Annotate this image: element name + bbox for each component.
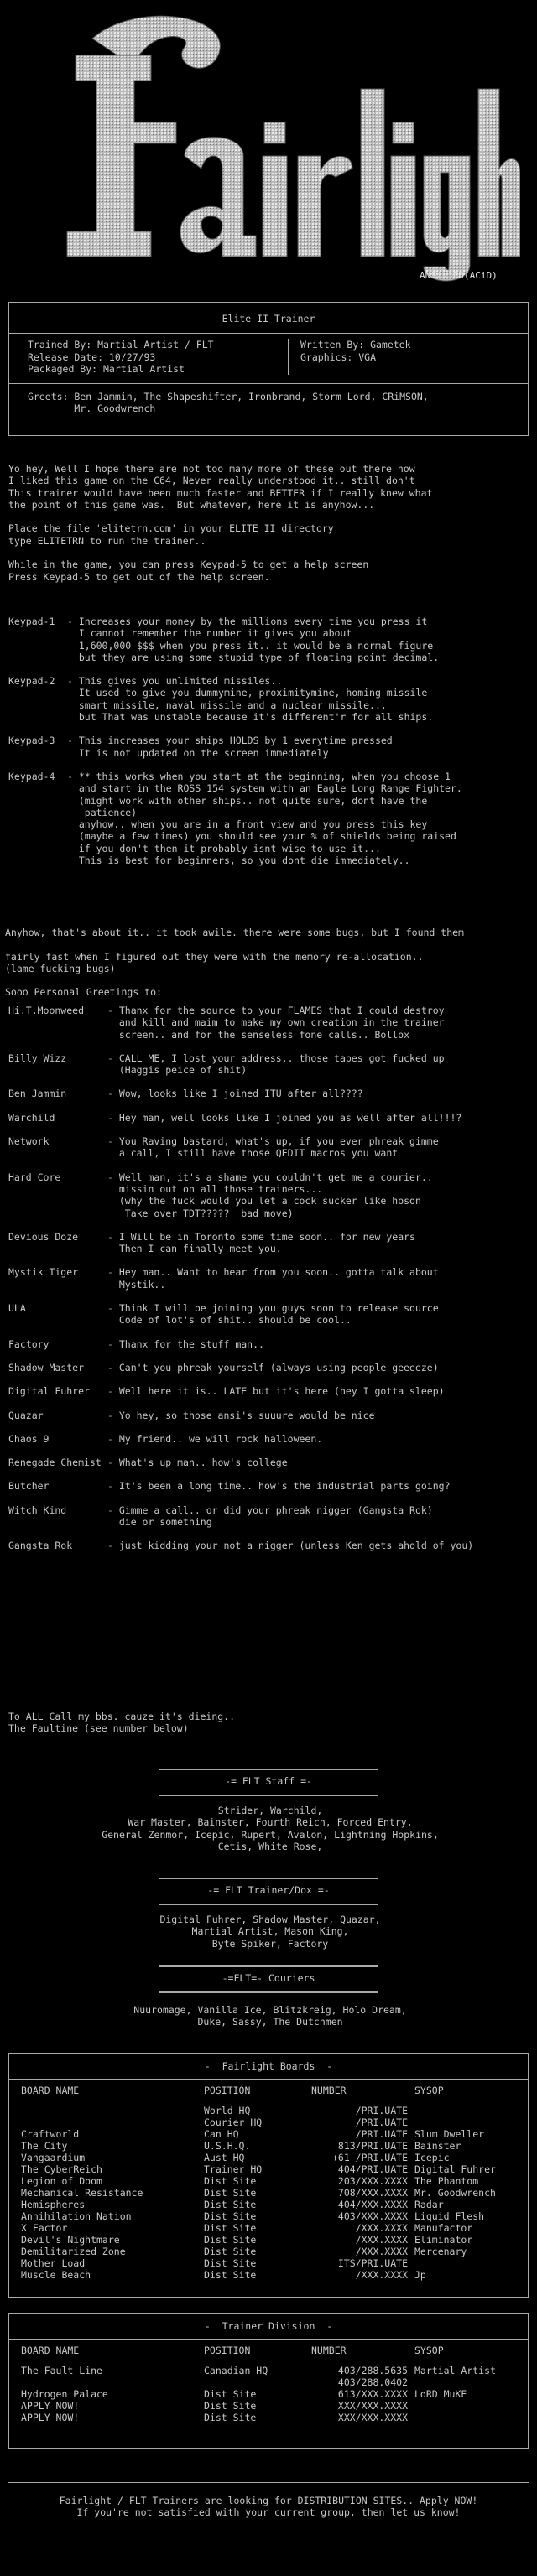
couriers-list: Nuuromage, Vanilla Ice, Blitzkreig, Holo Dream, Duke, Sassy, The Dutchmen xyxy=(133,2004,407,2028)
greeting-text: Gimme a call.. or did your phreak nigger (Gangsta Rok) die or something xyxy=(118,1504,433,1529)
graphics: Graphics: VGA xyxy=(300,351,377,363)
table-row xyxy=(18,2269,527,2281)
greeting-dash: - xyxy=(107,1457,119,1469)
greeting-item xyxy=(8,1362,532,1374)
keypad-item: Keypad-4 - ** this works when you start at the beginning, when you choose 1 and start in the ROSS 154 system with an Eagle Long Range Fighter. (might work with other ships.. not quite sure, dont have the patience) anyhow.. when you are in a front view and you press this key (maybe a few times) you should see your % of shields being raised if you don't then it probably isnt wise to use it... This is best for beginners, so you dont die immediately.. xyxy=(8,770,462,867)
table-cell xyxy=(411,2376,527,2388)
footer-box xyxy=(8,2482,529,2537)
table-cell: The Fault Line xyxy=(21,2365,102,2377)
table-cell: Dist Site xyxy=(204,2388,257,2401)
table-cell: Vangaardium xyxy=(21,2152,86,2164)
table-cell: /XXX.XXXX xyxy=(355,2222,408,2235)
greeting-name: Shadow Master xyxy=(8,1361,85,1374)
greeting-dash: - xyxy=(107,1540,119,1552)
column-header: POSITION xyxy=(204,2085,251,2097)
table-cell: /XXX.XXXX xyxy=(355,2246,408,2258)
table-cell: Mercenary xyxy=(414,2246,467,2258)
table-header-row xyxy=(18,2345,527,2365)
table-cell: LoRD MuKE xyxy=(414,2388,467,2401)
release-credits-right xyxy=(289,339,411,375)
table-cell: Annihilation Nation xyxy=(21,2210,132,2223)
greeting-dash: - xyxy=(107,1302,119,1315)
column-header: BOARD NAME xyxy=(21,2085,80,2097)
greeting-item xyxy=(8,1410,532,1421)
staff-list: Strider, Warchild, War Master, Bainster, Fourth Reich, Forced Entry, General Zenmor, Icepic, Rupert, Avalon, Lightning Hopkins, Cetis, White Rose, xyxy=(102,1805,439,1852)
table-cell: X Factor xyxy=(21,2222,68,2235)
table-cell: Can HQ xyxy=(204,2128,239,2141)
greeting-item xyxy=(8,1052,532,1077)
greeting-name: Hard Core xyxy=(8,1171,61,1183)
packaged-by: Packaged By: Martial Artist xyxy=(28,362,185,375)
greeting-dash: - xyxy=(107,1111,119,1124)
greeting-item xyxy=(8,1457,532,1468)
greeting-text: just kidding your not a nigger (unless Ken gets ahold of you) xyxy=(118,1540,474,1552)
table-cell: /PRI.UATE xyxy=(355,2128,408,2141)
boards-table xyxy=(18,2085,527,2281)
table-cell: /XXX.XXXX xyxy=(355,2234,408,2246)
table-cell: Dist Site xyxy=(204,2187,257,2199)
table-cell: Manufactor xyxy=(414,2222,473,2235)
table-row xyxy=(18,2140,527,2152)
greeting-name: Butcher xyxy=(8,1480,50,1493)
greeting-item xyxy=(8,1005,532,1041)
trainer-dox-list: Digital Fuhrer, Shadow Master, Quazar, Martial Artist, Mason King, Byte Spiker, Factory xyxy=(159,1914,381,1950)
greeting-dash: - xyxy=(107,1005,119,1016)
greeting-dash: - xyxy=(107,1432,119,1445)
table-cell: /PRI.UATE xyxy=(355,2116,408,2129)
table-cell: World HQ xyxy=(204,2105,251,2117)
couriers-title: -=FLT=- Couriers xyxy=(222,1972,315,1984)
fairlight-boards-box xyxy=(8,2053,529,2298)
greeting-text: I Will be in Toronto some time soon.. for new years Then I can finally meet you. xyxy=(118,1230,415,1255)
column-header: POSITION xyxy=(204,2345,251,2357)
greeting-item xyxy=(8,1385,532,1397)
table-cell: Dist Site xyxy=(204,2400,257,2412)
release-credits-left xyxy=(28,339,289,375)
table-cell: APPLY NOW! xyxy=(21,2400,80,2412)
table-row xyxy=(18,2128,527,2140)
table-cell: Radar xyxy=(414,2199,444,2211)
trained-by: Trained By: Martial Artist / FLT xyxy=(28,339,214,351)
table-cell: Legion of Doom xyxy=(21,2175,102,2188)
table-cell: Dist Site xyxy=(204,2175,257,2188)
division-title: - Trainer Division - xyxy=(204,2320,333,2332)
trainer-dox-title: -= FLT Trainer/Dox =- xyxy=(207,1884,330,1896)
table-cell: +61 /PRI.UATE xyxy=(331,2152,408,2164)
release-info-box xyxy=(8,302,529,436)
keypad-list xyxy=(8,615,532,866)
keypad-description: ** this works when you start at the beginning, when you choose 1 and start in the ROSS 154 system with an Eagle Long Range Fighter. (might work with other ships.. not quite sure, dont have the patience) anyhow.. when you are in a front view and you press this key (maybe a few times) you should see your % of shields being raised if you don't then it probably isnt wise to use it... This is best for beginners, so you dont die immediately.. xyxy=(78,770,462,867)
greeting-text: You Raving bastard, what's up, if you ever phreak gimme a call, I still have those QEDIT macros you want xyxy=(118,1135,439,1160)
greeting-name: Witch Kind xyxy=(8,1504,67,1516)
table-header-row xyxy=(18,2085,527,2105)
greeting-name: Digital Fuhrer xyxy=(8,1385,90,1398)
table-cell: /PRI.UATE xyxy=(355,2105,408,2117)
keypad-description: Increases your money by the millions every time you press it I cannot remember the number it gives you about 1,600,000 $$$ when you press it.. it would be a normal figure but they are using some stupid type of floating point decimal. xyxy=(78,615,440,663)
about-text: Anyhow, that's about it.. it took awile. there were some bugs, but I found them fairly fast when I figured out they were with the memory re-allocation.. (lame fucking bugs) Sooo Personal Greetings to: xyxy=(5,927,464,999)
greeting-name: Gangsta Rok xyxy=(8,1540,73,1552)
column-header: SYSOP xyxy=(414,2345,444,2357)
greeting-item xyxy=(8,1433,532,1445)
table-cell: 813/PRI.UATE xyxy=(337,2140,408,2153)
table-row xyxy=(18,2116,527,2128)
table-row xyxy=(18,2222,527,2234)
table-cell: U.S.H.Q. xyxy=(204,2140,251,2153)
keypad-key: Keypad-4 xyxy=(8,770,55,782)
greeting-name: Billy Wizz xyxy=(8,1052,67,1064)
table-cell xyxy=(18,2376,201,2388)
greeting-name: Chaos 9 xyxy=(8,1432,50,1445)
greeting-text: Hey man, well looks like I joined you as well after all!!!? xyxy=(118,1111,462,1124)
table-row xyxy=(18,2246,527,2257)
table-cell: Hydrogen Palace xyxy=(21,2388,108,2401)
greeting-item xyxy=(8,1338,532,1350)
greeting-dash: - xyxy=(107,1361,119,1374)
column-header: BOARD NAME xyxy=(21,2345,80,2357)
table-cell: Bainster xyxy=(414,2140,461,2153)
table-cell: Canadian HQ xyxy=(204,2365,268,2377)
greeting-item xyxy=(8,1088,532,1099)
greeting-item xyxy=(8,1302,532,1327)
table-cell: 403/288.5635 xyxy=(337,2365,408,2377)
greeting-text: Wow, looks like I joined ITU after all???? xyxy=(118,1088,363,1100)
table-cell: 403/288.0402 xyxy=(337,2376,408,2389)
couriers-header xyxy=(159,1965,378,1993)
table-cell: Martial Artist xyxy=(414,2365,496,2377)
table-cell: Mechanical Resistance xyxy=(21,2187,143,2199)
table-row xyxy=(18,2105,527,2116)
table-cell: Courier HQ xyxy=(204,2116,263,2129)
greetings-list xyxy=(8,1005,532,1564)
table-cell xyxy=(411,2257,527,2269)
table-cell xyxy=(411,2400,527,2412)
table-row xyxy=(18,2412,527,2423)
greeting-name: Renegade Chemist xyxy=(8,1457,102,1469)
greeting-dash: - xyxy=(107,1088,119,1100)
greeting-name: Ben Jammin xyxy=(8,1088,67,1100)
greeting-name: ULA xyxy=(8,1302,26,1315)
greeting-item xyxy=(8,1171,532,1219)
table-row xyxy=(18,2388,527,2400)
keypad-item: Keypad-1 - Increases your money by the millions every time you press it I cannot remember the number it gives you about 1,600,000 $$$ when you press it.. it would be a normal figure but they are using some stupid type of floating point decimal. xyxy=(8,615,440,663)
table-cell: Trainer HQ xyxy=(204,2163,263,2176)
table-row xyxy=(18,2163,527,2175)
greeting-dash: - xyxy=(107,1135,119,1148)
release-title: Elite II Trainer xyxy=(222,313,315,325)
table-cell: XXX/XXX.XXXX xyxy=(337,2412,408,2424)
table-cell: 708/XXX.XXXX xyxy=(337,2187,408,2199)
table-cell: Dist Site xyxy=(204,2222,257,2235)
table-cell: Dist Site xyxy=(204,2412,257,2424)
outro-text: To ALL Call my bbs. cauze it's dieing.. The Faultine (see number below) xyxy=(8,1711,236,1735)
table-cell: Mr. Goodwrench xyxy=(414,2187,496,2199)
ansi-credit: ANSi-JED(ACiD) xyxy=(420,270,498,281)
greeting-text: Thanx for the source to your FLAMES that I could destroy and kill and maim to make my own creation in the trainer screen.. and for the senseless fone calls.. Bollox xyxy=(118,1005,445,1041)
table-cell xyxy=(411,2412,527,2423)
table-cell: Dist Site xyxy=(204,2269,257,2282)
table-cell: 404/XXX.XXXX xyxy=(337,2199,408,2211)
table-row xyxy=(18,2257,527,2269)
greeting-text: Hey man.. Want to hear from you soon.. gotta talk about Mystik.. xyxy=(118,1266,439,1291)
boards-title: - Fairlight Boards - xyxy=(204,2060,333,2072)
table-cell: Eliminator xyxy=(414,2234,473,2246)
greeting-dash: - xyxy=(107,1052,119,1064)
table-cell: Dist Site xyxy=(204,2210,257,2223)
table-cell xyxy=(18,2105,201,2116)
table-cell: Slum Dweller xyxy=(414,2128,485,2141)
table-cell: 613/XXX.XXXX xyxy=(337,2388,408,2401)
keypad-key: Keypad-1 xyxy=(8,615,55,627)
greeting-text: Yo hey, so those ansi's suuure would be nice xyxy=(118,1409,375,1421)
greeting-text: CALL ME, I lost your address.. those tapes got fucked up (Haggis peice of shit) xyxy=(118,1052,445,1077)
table-row xyxy=(18,2376,527,2388)
table-cell: Hemispheres xyxy=(21,2199,86,2211)
greeting-name: Mystik Tiger xyxy=(8,1266,79,1279)
greeting-item xyxy=(8,1480,532,1492)
release-date: Release Date: 10/27/93 xyxy=(28,351,156,363)
table-cell: The City xyxy=(21,2140,68,2153)
greeting-text: What's up man.. how's college xyxy=(118,1457,288,1469)
table-row xyxy=(18,2400,527,2412)
table-cell: 403/XXX.XXXX xyxy=(337,2210,408,2223)
greeting-dash: - xyxy=(107,1480,119,1493)
table-cell: The CyberReich xyxy=(21,2163,102,2176)
greeting-dash: - xyxy=(107,1230,119,1243)
table-row xyxy=(18,2365,527,2376)
footer-text: Fairlight / FLT Trainers are looking for DISTRIBUTION SITES.. Apply NOW! If you're not satisfied with your current group, then let us know! xyxy=(59,2495,478,2519)
table-cell: Liquid Flesh xyxy=(414,2210,485,2223)
greeting-dash: - xyxy=(107,1385,119,1398)
greeting-text: Think I will be joining you guys soon to release source Code of lot's of shit.. should be cool.. xyxy=(118,1302,439,1327)
greeting-name: Quazar xyxy=(8,1409,44,1421)
table-cell: The Phantom xyxy=(414,2175,479,2188)
greeting-text: Can't you phreak yourself (always using people geeeeze) xyxy=(118,1361,439,1374)
greeting-dash: - xyxy=(107,1171,119,1183)
greeting-text: It's been a long time.. how's the industrial parts going? xyxy=(118,1480,451,1493)
column-header: NUMBER xyxy=(311,2085,347,2097)
table-cell: 203/XXX.XXXX xyxy=(337,2175,408,2188)
staff-header xyxy=(159,1768,378,1796)
table-cell: ITS/PRI.UATE xyxy=(337,2257,408,2270)
keypad-key: Keypad-2 xyxy=(8,675,55,688)
table-cell xyxy=(201,2376,308,2388)
greeting-text: My friend.. we will rock halloween. xyxy=(118,1432,323,1445)
table-cell: Dist Site xyxy=(204,2246,257,2258)
greeting-text: Well here it is.. LATE but it's here (hey I gotta sleep) xyxy=(118,1385,445,1398)
greeting-dash: - xyxy=(107,1409,119,1421)
table-row xyxy=(18,2210,527,2222)
greeting-item xyxy=(8,1504,532,1529)
greeting-text: Thanx for the stuff man.. xyxy=(118,1337,264,1350)
table-cell: Aust HQ xyxy=(204,2152,245,2164)
table-cell: Dist Site xyxy=(204,2257,257,2270)
table-cell: Demilitarized Zone xyxy=(21,2246,126,2258)
table-cell: XXX/XXX.XXXX xyxy=(337,2400,408,2412)
keypad-description: This gives you unlimited missiles.. It used to give you dummymine, proximitymine, homing missile smart missile, naval missile and a nuclear missile... but That was unstable because it's different'r for all ships. xyxy=(78,675,434,724)
keypad-key: Keypad-3 xyxy=(8,735,55,747)
greeting-item xyxy=(8,1112,532,1124)
keypad-item: Keypad-3 - This increases your ships HOLDS by 1 everytime pressed It is not updated on the screen immediately xyxy=(8,735,393,759)
column-header: SYSOP xyxy=(414,2085,444,2097)
table-row xyxy=(18,2199,527,2210)
table-row xyxy=(18,2187,527,2199)
greeting-item xyxy=(8,1231,532,1255)
table-cell: Mother Load xyxy=(21,2257,86,2270)
column-header: NUMBER xyxy=(311,2345,347,2357)
greeting-name: Network xyxy=(8,1135,50,1148)
greeting-name: Devious Doze xyxy=(8,1230,79,1243)
release-greets: Greets: Ben Jammin, The Shapeshifter, Ironbrand, Storm Lord, CRiMSON, Mr. Goodwrench xyxy=(28,391,429,415)
keypad-description: This increases your ships HOLDS by 1 everytime pressed It is not updated on the screen immediately xyxy=(78,735,393,759)
table-cell: APPLY NOW! xyxy=(21,2412,80,2424)
greeting-item xyxy=(8,1540,532,1551)
fairlight-logo xyxy=(17,5,520,282)
written-by: Written By: Gametek xyxy=(300,339,411,351)
greeting-dash: - xyxy=(107,1266,119,1279)
greeting-item xyxy=(8,1135,532,1160)
table-cell: Muscle Beach xyxy=(21,2269,91,2282)
table-cell: Craftworld xyxy=(21,2128,80,2141)
table-row xyxy=(18,2234,527,2246)
table-cell: Dist Site xyxy=(204,2199,257,2211)
table-cell: Icepic xyxy=(414,2152,450,2164)
greeting-dash: - xyxy=(107,1504,119,1516)
table-cell xyxy=(411,2116,527,2128)
intro-text: Yo hey, Well I hope there are not too many more of these out there now I liked this game on the C64, Never really understood it.. still don't This trainer would have been much faster and BETTER if I really knew what the point of this game was. But whatever, here it is anyhow... Place the file 'elitetrn.com' in your ELITE II directory type ELITETRN to run the trainer.. While in the game, you can press Keypad-5 to get a help screen Press Keypad-5 to get out of the help screen. xyxy=(8,463,433,583)
table-row xyxy=(18,2175,527,2187)
table-cell: Dist Site xyxy=(204,2234,257,2246)
staff-title: -= FLT Staff =- xyxy=(225,1775,312,1787)
greeting-item xyxy=(8,1266,532,1291)
keypad-item: Keypad-2 - This gives you unlimited missiles.. It used to give you dummymine, proximitymine, homing missile smart missile, naval missile and a nuclear missile... but That was unstable because it's different'r for all ships. xyxy=(8,675,434,724)
table-row xyxy=(18,2152,527,2163)
table-cell xyxy=(18,2116,201,2128)
greeting-text: Well man, it's a shame you couldn't get me a courier.. missin out on all those trainers... (why the fuck would you let a cock sucker like hoson Take over TDT????? bad move) xyxy=(118,1171,433,1219)
table-cell: Devil's Nightmare xyxy=(21,2234,120,2246)
greeting-dash: - xyxy=(107,1337,119,1350)
table-cell: /XXX.XXXX xyxy=(355,2269,408,2282)
greeting-name: Warchild xyxy=(8,1111,55,1124)
trainer-dox-header xyxy=(159,1877,378,1905)
table-cell: Jp xyxy=(414,2269,426,2282)
table-cell xyxy=(411,2105,527,2116)
table-cell: Digital Fuhrer xyxy=(414,2163,496,2176)
trainer-division-box xyxy=(8,2313,529,2449)
greeting-name: Hi.T.Moonweed xyxy=(8,1005,85,1016)
division-table xyxy=(18,2345,527,2423)
greeting-name: Factory xyxy=(8,1337,50,1350)
table-cell: 404/PRI.UATE xyxy=(337,2163,408,2176)
